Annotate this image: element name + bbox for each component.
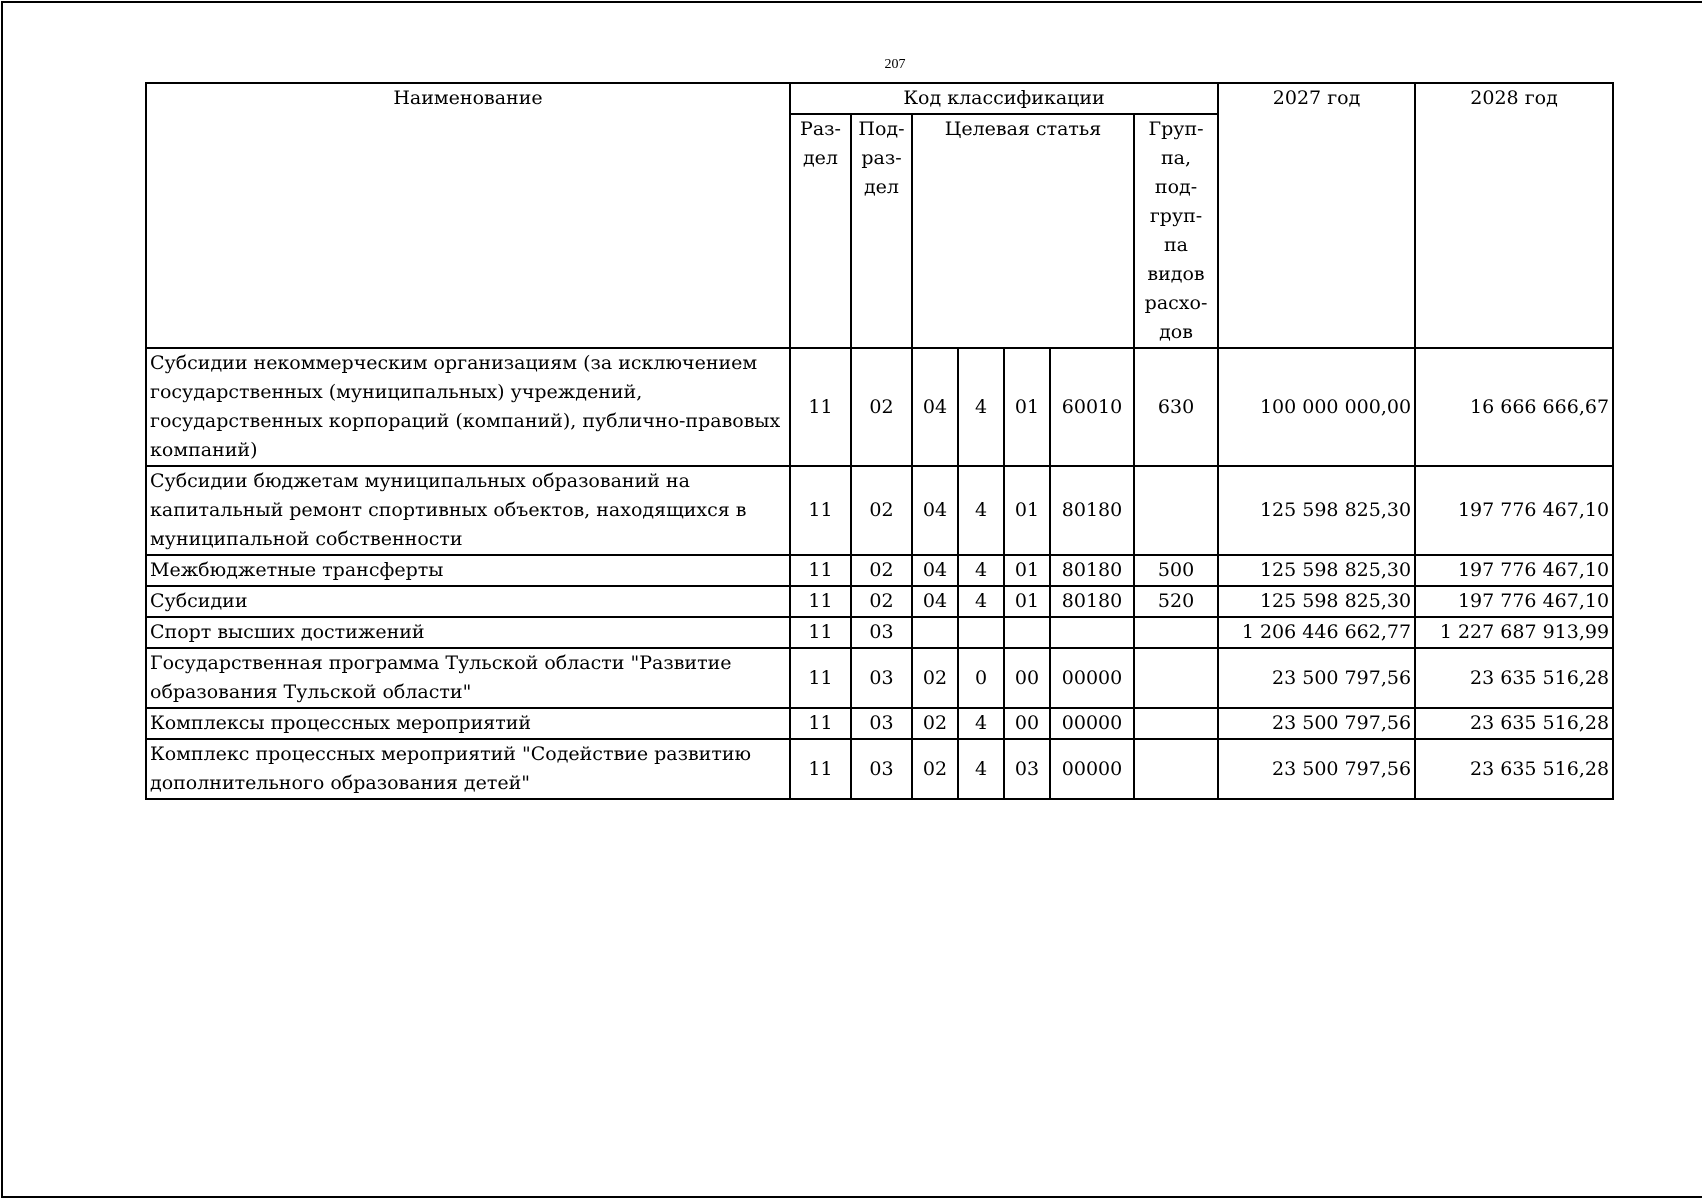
cell-section: 11 bbox=[790, 708, 851, 739]
cell-target-subprogram: 01 bbox=[1004, 555, 1050, 586]
cell-target-subprogram: 00 bbox=[1004, 648, 1050, 708]
cell-subsection: 03 bbox=[851, 617, 912, 648]
cell-target-type: 4 bbox=[958, 555, 1004, 586]
cell-target-program bbox=[912, 617, 958, 648]
cell-target-direction: 00000 bbox=[1050, 648, 1134, 708]
row-name: Субсидии некоммерческим организациям (за исключением государственных (муниципальных) учреждений, государственных корпораций (компаний), публично-правовых компаний) bbox=[146, 348, 790, 466]
row-name: Комплекс процессных мероприятий "Содействие развитию дополнительного образования детей" bbox=[146, 739, 790, 799]
cell-target-subprogram: 01 bbox=[1004, 466, 1050, 555]
header-classification: Код классификации bbox=[790, 83, 1218, 114]
cell-amount-2028: 1 227 687 913,99 bbox=[1415, 617, 1613, 648]
cell-target-direction: 00000 bbox=[1050, 739, 1134, 799]
row-name: Спорт высших достижений bbox=[146, 617, 790, 648]
table-row bbox=[146, 466, 1613, 555]
cell-amount-2027: 125 598 825,30 bbox=[1218, 555, 1415, 586]
cell-section: 11 bbox=[790, 617, 851, 648]
cell-target-direction bbox=[1050, 617, 1134, 648]
cell-section: 11 bbox=[790, 586, 851, 617]
cell-target-subprogram bbox=[1004, 617, 1050, 648]
cell-amount-2028: 16 666 666,67 bbox=[1415, 348, 1613, 466]
row-name: Субсидии bbox=[146, 586, 790, 617]
budget-table bbox=[145, 82, 1614, 800]
cell-target-program: 02 bbox=[912, 648, 958, 708]
header-section: Раз- дел bbox=[790, 114, 851, 348]
cell-target-type: 0 bbox=[958, 648, 1004, 708]
cell-target-subprogram: 03 bbox=[1004, 739, 1050, 799]
cell-subsection: 03 bbox=[851, 708, 912, 739]
table-header bbox=[146, 83, 1613, 348]
cell-section: 11 bbox=[790, 348, 851, 466]
cell-amount-2028: 197 776 467,10 bbox=[1415, 586, 1613, 617]
cell-target-program: 04 bbox=[912, 586, 958, 617]
cell-target-type: 4 bbox=[958, 708, 1004, 739]
header-name: Наименование bbox=[146, 83, 790, 348]
cell-expense-group bbox=[1134, 466, 1218, 555]
table-row bbox=[146, 586, 1613, 617]
table-row bbox=[146, 617, 1613, 648]
row-name: Государственная программа Тульской области "Развитие образования Тульской области" bbox=[146, 648, 790, 708]
cell-amount-2027: 23 500 797,56 bbox=[1218, 648, 1415, 708]
table-row bbox=[146, 708, 1613, 739]
cell-amount-2027: 125 598 825,30 bbox=[1218, 586, 1415, 617]
cell-target-direction: 00000 bbox=[1050, 708, 1134, 739]
cell-target-program: 02 bbox=[912, 739, 958, 799]
cell-amount-2027: 125 598 825,30 bbox=[1218, 466, 1415, 555]
table-row bbox=[146, 348, 1613, 466]
cell-subsection: 02 bbox=[851, 348, 912, 466]
cell-subsection: 02 bbox=[851, 586, 912, 617]
table-row bbox=[146, 739, 1613, 799]
header-subsection: Под- раз- дел bbox=[851, 114, 912, 348]
cell-amount-2028: 197 776 467,10 bbox=[1415, 466, 1613, 555]
row-name: Комплексы процессных мероприятий bbox=[146, 708, 790, 739]
page-number: 207 bbox=[884, 57, 906, 72]
cell-amount-2028: 23 635 516,28 bbox=[1415, 648, 1613, 708]
cell-expense-group bbox=[1134, 648, 1218, 708]
cell-expense-group bbox=[1134, 739, 1218, 799]
cell-amount-2027: 100 000 000,00 bbox=[1218, 348, 1415, 466]
cell-amount-2027: 23 500 797,56 bbox=[1218, 708, 1415, 739]
cell-section: 11 bbox=[790, 648, 851, 708]
cell-target-program: 02 bbox=[912, 708, 958, 739]
cell-expense-group: 500 bbox=[1134, 555, 1218, 586]
cell-target-direction: 80180 bbox=[1050, 466, 1134, 555]
cell-expense-group: 520 bbox=[1134, 586, 1218, 617]
cell-amount-2028: 23 635 516,28 bbox=[1415, 739, 1613, 799]
cell-target-subprogram: 01 bbox=[1004, 348, 1050, 466]
cell-target-direction: 80180 bbox=[1050, 586, 1134, 617]
header-target-article: Целевая статья bbox=[912, 114, 1134, 348]
cell-target-program: 04 bbox=[912, 348, 958, 466]
table-body bbox=[146, 348, 1613, 799]
header-expense-group: Груп- па, под- груп- па видов расхо- дов bbox=[1134, 114, 1218, 348]
header-year-2028: 2028 год bbox=[1415, 83, 1613, 348]
cell-subsection: 03 bbox=[851, 739, 912, 799]
cell-subsection: 02 bbox=[851, 466, 912, 555]
table-row bbox=[146, 648, 1613, 708]
cell-target-program: 04 bbox=[912, 466, 958, 555]
row-name: Субсидии бюджетам муниципальных образований на капитальный ремонт спортивных объектов, находящихся в муниципальной собственности bbox=[146, 466, 790, 555]
cell-expense-group: 630 bbox=[1134, 348, 1218, 466]
cell-expense-group bbox=[1134, 617, 1218, 648]
cell-amount-2027: 23 500 797,56 bbox=[1218, 739, 1415, 799]
cell-target-type: 4 bbox=[958, 739, 1004, 799]
cell-section: 11 bbox=[790, 466, 851, 555]
cell-section: 11 bbox=[790, 555, 851, 586]
header-year-2027: 2027 год bbox=[1218, 83, 1415, 348]
cell-target-subprogram: 00 bbox=[1004, 708, 1050, 739]
cell-amount-2028: 197 776 467,10 bbox=[1415, 555, 1613, 586]
cell-amount-2027: 1 206 446 662,77 bbox=[1218, 617, 1415, 648]
cell-section: 11 bbox=[790, 739, 851, 799]
cell-amount-2028: 23 635 516,28 bbox=[1415, 708, 1613, 739]
cell-target-type: 4 bbox=[958, 348, 1004, 466]
cell-expense-group bbox=[1134, 708, 1218, 739]
cell-target-type: 4 bbox=[958, 466, 1004, 555]
cell-target-type bbox=[958, 617, 1004, 648]
cell-target-direction: 60010 bbox=[1050, 348, 1134, 466]
cell-target-subprogram: 01 bbox=[1004, 586, 1050, 617]
row-name: Межбюджетные трансферты bbox=[146, 555, 790, 586]
cell-subsection: 02 bbox=[851, 555, 912, 586]
cell-target-program: 04 bbox=[912, 555, 958, 586]
table-row bbox=[146, 555, 1613, 586]
cell-target-direction: 80180 bbox=[1050, 555, 1134, 586]
cell-target-type: 4 bbox=[958, 586, 1004, 617]
cell-subsection: 03 bbox=[851, 648, 912, 708]
